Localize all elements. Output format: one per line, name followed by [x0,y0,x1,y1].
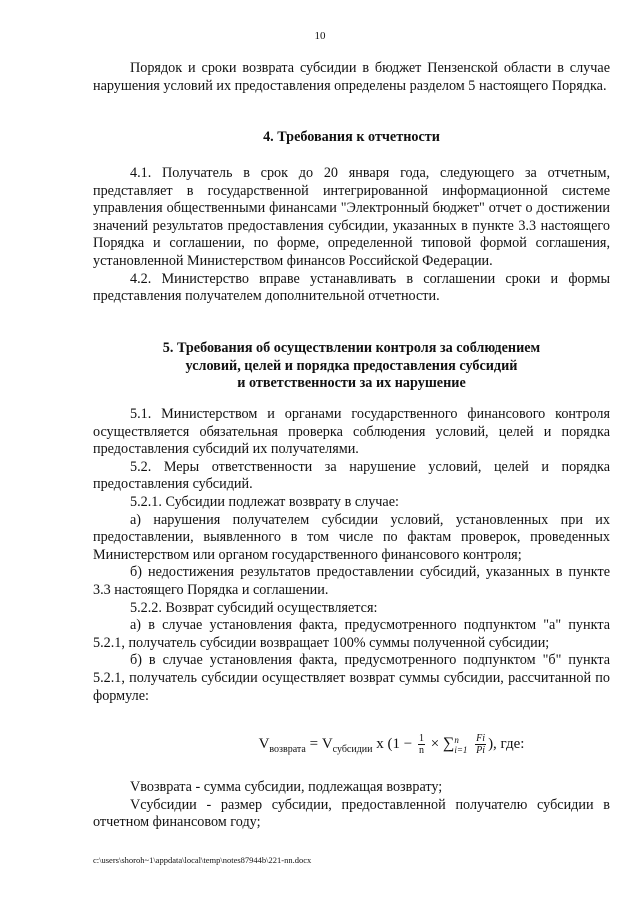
section-5-heading-line3: и ответственности за их нарушение [237,375,466,392]
paragraph-5-2-2: 5.2.2. Возврат субсидий осуществляется: [130,599,378,616]
fraction-one-over-n: $\frac{1}{n}$ [418,733,424,756]
paragraph-5-1: 5.1. Министерством и органами государственного финансового контроля осуществляется обязательная проверка соблюдения условий, целей и порядка предоставления субсидий их получателями. [93,406,610,458]
definition-v-return: Vвозврата - сумма субсидии, подлежащая возврату; [130,779,443,795]
paragraph-5-2-1: 5.2.1. Субсидии подлежат возврату в случае: [130,493,399,510]
v-return-symbol: $V_{возврата}$ [258,735,306,755]
paragraph-5-2-2-b: б) в случае установления факта, предусмотренного подпунктом "б" пункта 5.2.1, получатель субсидии осуществляет возврат суммы субсидии, рассчитанной по формуле: [93,652,610,704]
section-5-heading [93,340,610,393]
fraction-f-over-p: $\frac{Fi}{Pi}$ [476,733,486,756]
return-formula [93,733,610,773]
section-4-body [93,165,610,306]
paragraph-4-1: 4.1. Получатель в срок до 20 января года, следующего за отчетным, представляет в государственной интегрированной информационной системе управления общественными финансами "Электронный бюджет" отчет о достижении значений результатов предоставления субсидии, указанных в пункте 3.3 настоящего Порядка и соглашении, по форме, определенной типовой формой соглашения, установленной Министерством финансов Российской Федерации. [93,165,610,269]
multiply-x: x [376,735,384,752]
paragraph-5-2: 5.2. Меры ответственности за нарушение условий, целей и порядка предоставления субсидий. [93,458,610,493]
footer-file-path: c:\users\shoroh~1\appdata\local\temp\notes87944b\221-nn.docx [93,855,312,865]
open-paren: (1 − [387,735,413,752]
intro-paragraph: Порядок и сроки возврата субсидии в бюджет Пензенской области в случае нарушения условий их предоставления определены разделом 5 настоящего Порядка. [93,60,610,94]
equals-sign: = [309,735,319,752]
sum-limits: n i=1 [454,734,468,755]
section-5-heading-line2: условий, целей и порядка предоставления субсидий [185,357,518,374]
paragraph-5-2-2-a: а) в случае установления факта, предусмотренного подпунктом "а" пункта 5.2.1, получатель субсидии возвращает 100% суммы полученной субсидии; [93,617,610,651]
definitions-block [93,779,610,832]
definition-v-subsidy: Vсубсидии - размер субсидии, предоставленной получателю субсидии в отчетном финансовом году; [93,796,610,831]
paragraph-5-2-1-b: б) недостижения результатов предоставлении субсидий, указанных в пункте 3.3 настоящего Порядка и соглашении. [93,564,610,598]
section-4-heading: 4. Требования к отчетности [263,129,440,145]
sum-symbol: ∑ [442,734,455,752]
multiply-sign: × [430,735,440,752]
close-paren-where: ), где: [488,735,525,752]
intro-block [93,60,610,95]
page-number: 10 [314,30,326,42]
section-5-heading-line1: 5. Требования об осуществлении контроля за соблюдением [162,340,541,356]
section-5-body [93,406,610,705]
formula-expression [259,733,525,756]
v-subsidy-symbol: $V_{субсидии}$ [321,735,373,755]
paragraph-4-2: 4.2. Министерство вправе устанавливать в соглашении сроки и формы представления получателем дополнительной отчетности. [93,270,610,305]
paragraph-5-2-1-a: а) нарушения получателем субсидии условий, установленных при их предоставлении, выявленного в том числе по фактам проверок, проведенных Министерством или органом государственного финансового контроля; [93,511,610,563]
